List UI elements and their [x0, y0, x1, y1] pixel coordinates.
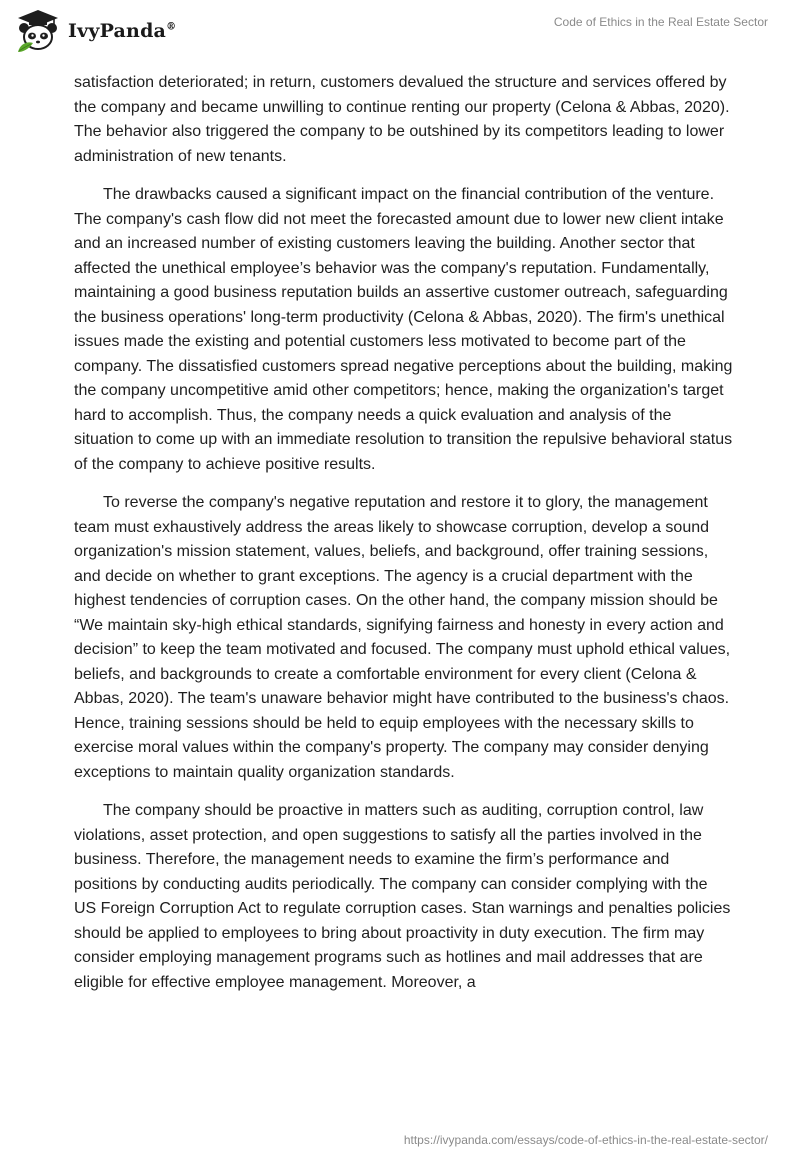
- paragraph: To reverse the company's negative reputation and restore it to glory, the management team must exhaustively address the areas likely to showcase corruption, develop a sound organization's mission statement, values, beliefs, and background, offer training sessions, and decide on whether to grant exceptions. The agency is a crucial department with the highest tendencies of corruption cases. On the other hand, the company mission should be “We maintain sky-high ethical standards, signifying fairness and honesty in every action and decision” to keep the team motivated and focused. The company must uphold ethical values, beliefs, and backgrounds to create a comfortable environment for every client (Celona & Abbas, 2020). The team's unaware behavior might have contributed to the business's chaos. Hence, training sessions should be held to equip employees with the necessary skills to exercise moral values within the company's property. The company may consider denying exceptions to maintain quality organization standards.: [74, 494, 731, 781]
- essay-body: [74, 71, 734, 1009]
- panda-graduate-icon: [14, 8, 62, 54]
- ivypanda-logo[interactable]: [14, 8, 176, 54]
- paragraph: The company should be proactive in matters such as auditing, corruption control, law violations, asset protection, and open suggestions to satisfy all the parties involved in the business. Therefore, the management needs to examine the firm’s performance and positions by conducting audits periodically. The company can consider complying with the US Foreign Corruption Act to regulate corruption cases. Stan warnings and penalties policies should be applied to employees to bring about proactivity in duty execution. The firm may consider employing management programs such as hotlines and mail addresses that are eligible for effective employee management. Moreover, a: [74, 802, 731, 991]
- paragraph: The drawbacks caused a significant impact on the financial contribution of the venture. The company's cash flow did not meet the forecasted amount due to lower new client intake and an increased number of existing customers leaving the building. Another sector that affected the unethical employee’s behavior was the company's reputation. Fundamentally, maintaining a good business reputation builds an assertive customer outreach, safeguarding the business operations' long-term productivity (Celona & Abbas, 2020). The firm's unethical issues made the existing and potential customers less motivated to become part of the company. The dissatisfied customers spread negative perceptions about the building, making the company uncompetitive amid other competitors; hence, making the organization's target hard to accomplish. Thus, the company needs a quick evaluation and analysis of the situation to come up with an immediate resolution to transition the repulsive behavioral status of the company to achieve positive results.: [74, 186, 733, 473]
- brand-name: IvyPanda®: [68, 20, 177, 42]
- document-title: Code of Ethics in the Real Estate Sector: [553, 15, 768, 29]
- paragraph: satisfaction deteriorated; in return, customers devalued the structure and services offered by the company and became unwilling to continue renting our property (Celona & Abbas, 2020). The behavior also triggered the company to be outshined by its competitors leading to lower administration of new tenants.: [74, 74, 730, 165]
- source-url[interactable]: https://ivypanda.com/essays/code-of-ethics-in-the-real-estate-sector/: [403, 1133, 768, 1147]
- page-header: [0, 0, 800, 60]
